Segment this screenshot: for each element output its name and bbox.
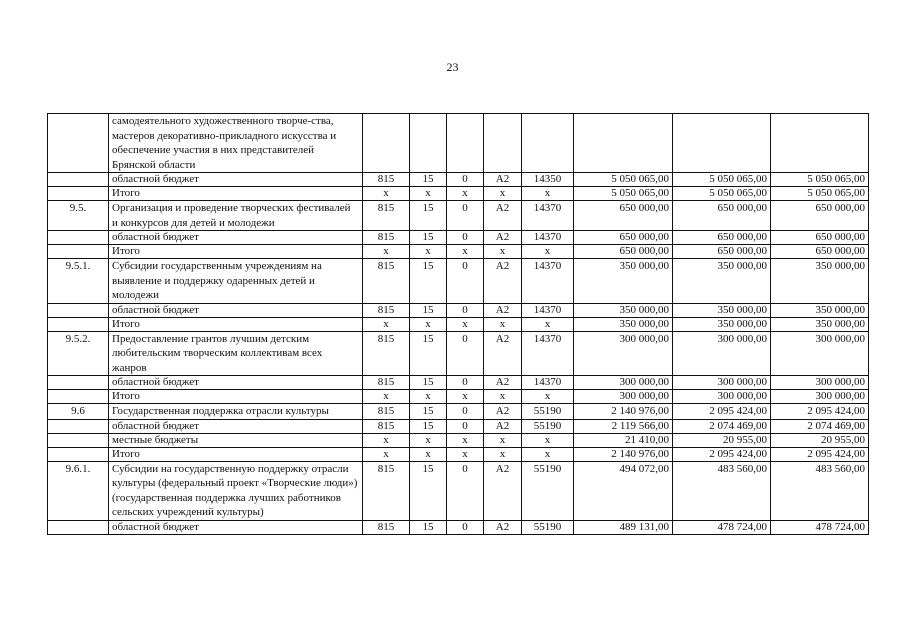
row-number: 9.5.1. (48, 259, 109, 304)
row-name: областной бюджет (109, 419, 363, 433)
amount-year-2: 350 000,00 (673, 303, 771, 317)
code-program: х (447, 433, 484, 447)
code-project (484, 114, 522, 173)
code-program (447, 114, 484, 173)
code-section: 15 (410, 520, 447, 534)
amount-year-3: 650 000,00 (771, 201, 869, 231)
code-direction: 55190 (522, 520, 574, 534)
code-section: х (410, 433, 447, 447)
row-number (48, 317, 109, 331)
code-program: х (447, 447, 484, 461)
amount-year-2: 650 000,00 (673, 245, 771, 259)
row-name: Государственная поддержка отрасли культуры (109, 404, 363, 420)
code-program: 0 (447, 461, 484, 520)
code-gr: х (363, 245, 410, 259)
row-number: 9.5.2. (48, 331, 109, 376)
amount-year-1: 350 000,00 (574, 317, 673, 331)
row-name: Субсидии на государственную поддержку отрасли культуры (федеральный проект «Творческие люди») (государственная поддержка лучших работников сельских учреждений культуры) (109, 461, 363, 520)
code-direction: 14370 (522, 231, 574, 245)
table-row (48, 433, 869, 447)
amount-year-1: 5 050 065,00 (574, 187, 673, 201)
row-name: областной бюджет (109, 520, 363, 534)
page-number: 23 (446, 60, 459, 74)
row-number (48, 114, 109, 173)
code-project: А2 (484, 461, 522, 520)
row-number (48, 520, 109, 534)
row-number (48, 447, 109, 461)
code-section: 15 (410, 173, 447, 187)
code-section: х (410, 447, 447, 461)
code-project: х (484, 447, 522, 461)
code-program: 0 (447, 419, 484, 433)
row-name: областной бюджет (109, 231, 363, 245)
row-name: Итого (109, 390, 363, 404)
amount-year-3: 478 724,00 (771, 520, 869, 534)
amount-year-1: 21 410,00 (574, 433, 673, 447)
row-number (48, 231, 109, 245)
amount-year-3: 350 000,00 (771, 259, 869, 304)
row-name: Итого (109, 447, 363, 461)
code-project: А2 (484, 259, 522, 304)
amount-year-3: 483 560,00 (771, 461, 869, 520)
code-direction: х (522, 390, 574, 404)
amount-year-3: 300 000,00 (771, 331, 869, 376)
amount-year-1: 2 140 976,00 (574, 404, 673, 420)
code-direction (522, 114, 574, 173)
amount-year-3: 5 050 065,00 (771, 173, 869, 187)
code-program: 0 (447, 404, 484, 420)
row-number (48, 390, 109, 404)
amount-year-1: 489 131,00 (574, 520, 673, 534)
amount-year-2: 650 000,00 (673, 231, 771, 245)
code-gr: 815 (363, 201, 410, 231)
code-section: 15 (410, 201, 447, 231)
amount-year-2: 2 095 424,00 (673, 447, 771, 461)
amount-year-2: 2 095 424,00 (673, 404, 771, 420)
amount-year-3: 300 000,00 (771, 376, 869, 390)
code-project: х (484, 317, 522, 331)
code-section: 15 (410, 259, 447, 304)
row-name: областной бюджет (109, 303, 363, 317)
code-project: х (484, 433, 522, 447)
code-program: 0 (447, 231, 484, 245)
table-row (48, 245, 869, 259)
amount-year-2: 478 724,00 (673, 520, 771, 534)
code-direction: 14370 (522, 201, 574, 231)
code-section: х (410, 187, 447, 201)
amount-year-2: 2 074 469,00 (673, 419, 771, 433)
code-direction: 55190 (522, 461, 574, 520)
amount-year-1: 350 000,00 (574, 259, 673, 304)
code-direction: 55190 (522, 404, 574, 420)
code-project: х (484, 390, 522, 404)
amount-year-2: 5 050 065,00 (673, 173, 771, 187)
amount-year-1: 494 072,00 (574, 461, 673, 520)
code-program: 0 (447, 201, 484, 231)
code-gr: 815 (363, 376, 410, 390)
amount-year-3: 650 000,00 (771, 231, 869, 245)
code-section: х (410, 390, 447, 404)
table-row (48, 173, 869, 187)
code-program: 0 (447, 303, 484, 317)
row-number: 9.6 (48, 404, 109, 420)
table-body (48, 114, 869, 535)
row-number (48, 245, 109, 259)
row-name: самодеятельного художественного творче-ства, мастеров декоративно-прикладного искусства и обеспечение участия в них представителей Брянской области (109, 114, 363, 173)
table-row (48, 390, 869, 404)
amount-year-3: 300 000,00 (771, 390, 869, 404)
table-row (48, 419, 869, 433)
code-gr: х (363, 390, 410, 404)
code-gr: 815 (363, 419, 410, 433)
row-number: 9.5. (48, 201, 109, 231)
code-project: А2 (484, 376, 522, 390)
code-gr: х (363, 187, 410, 201)
code-section: 15 (410, 331, 447, 376)
amount-year-3: 350 000,00 (771, 303, 869, 317)
code-section: х (410, 245, 447, 259)
code-direction: 14350 (522, 173, 574, 187)
code-section: 15 (410, 231, 447, 245)
table-row (48, 259, 869, 304)
amount-year-1: 300 000,00 (574, 331, 673, 376)
code-direction: х (522, 433, 574, 447)
code-direction: 14370 (522, 259, 574, 304)
amount-year-1: 650 000,00 (574, 231, 673, 245)
row-name: Организация и проведение творческих фестивалей и конкурсов для детей и молодежи (109, 201, 363, 231)
row-number (48, 173, 109, 187)
amount-year-3: 2 074 469,00 (771, 419, 869, 433)
code-project: А2 (484, 173, 522, 187)
code-project: х (484, 245, 522, 259)
row-name: Предоставление грантов лучшим детским любительским творческим коллективам всех жанров (109, 331, 363, 376)
table-row (48, 461, 869, 520)
code-project: А2 (484, 201, 522, 231)
code-gr: х (363, 317, 410, 331)
code-program: х (447, 390, 484, 404)
amount-year-2: 5 050 065,00 (673, 187, 771, 201)
code-gr: 815 (363, 231, 410, 245)
code-gr: 815 (363, 173, 410, 187)
amount-year-1: 300 000,00 (574, 390, 673, 404)
code-program: 0 (447, 173, 484, 187)
row-name: Итого (109, 245, 363, 259)
row-name: местные бюджеты (109, 433, 363, 447)
code-direction: х (522, 447, 574, 461)
amount-year-2: 350 000,00 (673, 317, 771, 331)
amount-year-1: 300 000,00 (574, 376, 673, 390)
code-program: 0 (447, 259, 484, 304)
row-number (48, 376, 109, 390)
amount-year-1: 2 119 566,00 (574, 419, 673, 433)
table-row (48, 404, 869, 420)
code-gr: 815 (363, 303, 410, 317)
code-project: А2 (484, 331, 522, 376)
code-project: А2 (484, 520, 522, 534)
code-gr: 815 (363, 461, 410, 520)
code-project: х (484, 187, 522, 201)
table-row (48, 317, 869, 331)
amount-year-3: 20 955,00 (771, 433, 869, 447)
code-direction: 14370 (522, 331, 574, 376)
code-project: А2 (484, 303, 522, 317)
code-gr: 815 (363, 404, 410, 420)
table-row (48, 231, 869, 245)
code-project: А2 (484, 231, 522, 245)
amount-year-2: 300 000,00 (673, 376, 771, 390)
code-program: 0 (447, 376, 484, 390)
table-row (48, 376, 869, 390)
code-section: 15 (410, 419, 447, 433)
amount-year-2: 350 000,00 (673, 259, 771, 304)
table-row (48, 520, 869, 534)
code-direction: 14370 (522, 303, 574, 317)
code-gr: 815 (363, 259, 410, 304)
amount-year-1: 650 000,00 (574, 245, 673, 259)
code-direction: х (522, 187, 574, 201)
code-section: 15 (410, 376, 447, 390)
amount-year-2: 483 560,00 (673, 461, 771, 520)
amount-year-3: 650 000,00 (771, 245, 869, 259)
code-direction: 14370 (522, 376, 574, 390)
amount-year-1 (574, 114, 673, 173)
row-number (48, 187, 109, 201)
code-program: х (447, 245, 484, 259)
amount-year-2: 20 955,00 (673, 433, 771, 447)
amount-year-3 (771, 114, 869, 173)
code-section: 15 (410, 404, 447, 420)
table-row (48, 201, 869, 231)
table-row (48, 303, 869, 317)
table-row (48, 447, 869, 461)
amount-year-3: 350 000,00 (771, 317, 869, 331)
code-program: х (447, 317, 484, 331)
budget-table (47, 113, 869, 535)
code-section: х (410, 317, 447, 331)
code-gr (363, 114, 410, 173)
code-program: 0 (447, 520, 484, 534)
row-number (48, 303, 109, 317)
code-program: х (447, 187, 484, 201)
row-name: Субсидии государственным учреждениям на выявление и поддержку одаренных детей и молодежи (109, 259, 363, 304)
amount-year-2 (673, 114, 771, 173)
code-program: 0 (447, 331, 484, 376)
row-name: Итого (109, 187, 363, 201)
amount-year-3: 2 095 424,00 (771, 404, 869, 420)
code-gr: 815 (363, 331, 410, 376)
amount-year-3: 5 050 065,00 (771, 187, 869, 201)
code-gr: х (363, 447, 410, 461)
amount-year-2: 300 000,00 (673, 390, 771, 404)
row-name: Итого (109, 317, 363, 331)
table-row (48, 331, 869, 376)
amount-year-1: 650 000,00 (574, 201, 673, 231)
code-section: 15 (410, 461, 447, 520)
code-project: А2 (484, 404, 522, 420)
row-name: областной бюджет (109, 173, 363, 187)
table-row (48, 187, 869, 201)
code-gr: 815 (363, 520, 410, 534)
row-name: областной бюджет (109, 376, 363, 390)
code-section: 15 (410, 303, 447, 317)
code-direction: х (522, 245, 574, 259)
amount-year-1: 5 050 065,00 (574, 173, 673, 187)
amount-year-1: 2 140 976,00 (574, 447, 673, 461)
row-number: 9.6.1. (48, 461, 109, 520)
code-project: А2 (484, 419, 522, 433)
code-direction: 55190 (522, 419, 574, 433)
code-direction: х (522, 317, 574, 331)
row-number (48, 433, 109, 447)
amount-year-2: 300 000,00 (673, 331, 771, 376)
amount-year-1: 350 000,00 (574, 303, 673, 317)
row-number (48, 419, 109, 433)
amount-year-3: 2 095 424,00 (771, 447, 869, 461)
code-section (410, 114, 447, 173)
table-row (48, 114, 869, 173)
amount-year-2: 650 000,00 (673, 201, 771, 231)
code-gr: х (363, 433, 410, 447)
